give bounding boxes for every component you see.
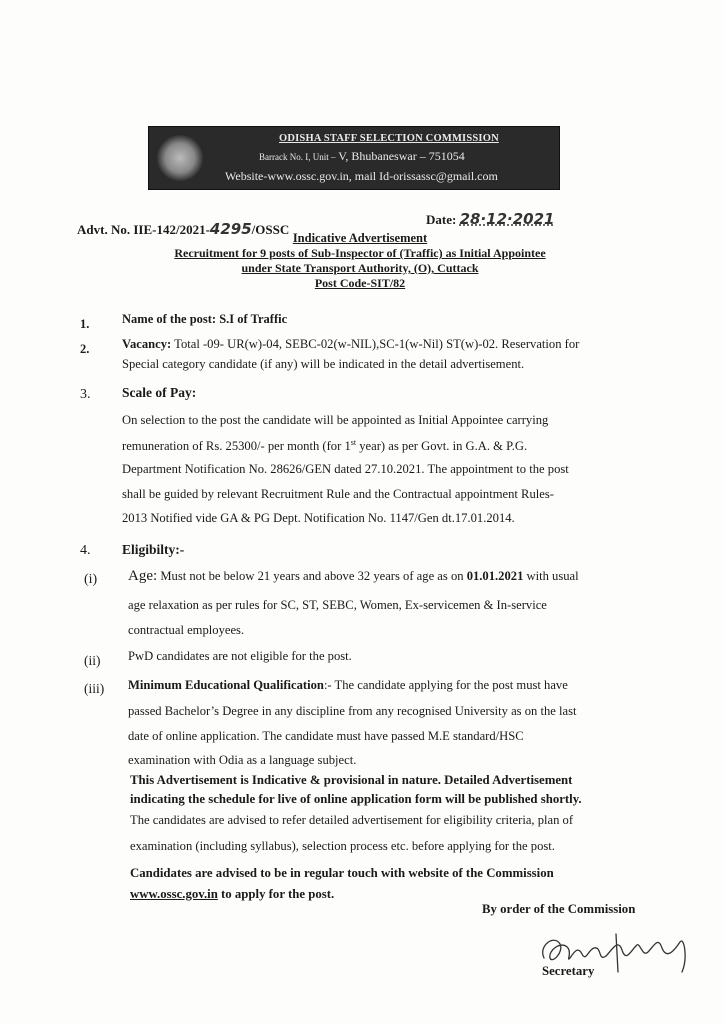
- pay-line-1: On selection to the post the candidate will be appointed as Initial Appointee carrying: [122, 413, 549, 427]
- title-line-2: Recruitment for 9 posts of Sub-Inspector of (Traffic) as Initial Appointee: [174, 246, 546, 260]
- age-line-3: contractual employees.: [128, 623, 245, 637]
- item-number-1: 1.: [80, 317, 90, 331]
- notice-candidates-1: Candidates are advised to be in regular touch with website of the Commission: [130, 866, 554, 880]
- ossc-website-link[interactable]: www.ossc.gov.in: [130, 887, 218, 901]
- emblem-logo: [157, 135, 203, 181]
- secretary-label: Secretary: [542, 964, 595, 978]
- title-line-1: Indicative Advertisement: [292, 231, 428, 245]
- qual-line-1: Minimum Educational Qualification:- The candidate applying for the post must have: [128, 678, 568, 692]
- org-website: Website-www.ossc.gov.in, mail Id-orissassc@gmail.com: [225, 169, 498, 183]
- advt-date: Date: 28·12·2021: [426, 210, 555, 228]
- qual-line-4: examination with Odia as a language subject.: [128, 753, 357, 767]
- post-name: Name of the post: S.I of Traffic: [122, 312, 288, 326]
- pay-line-2: remuneration of Rs. 25300/- per month (for 1st year) as per Govt. in G.A. & P.G.: [122, 438, 528, 454]
- advt-number: Advt. No. IIE-142/2021-4295/OSSC: [77, 220, 290, 238]
- pay-line-3: Department Notification No. 28626/GEN dated 27.10.2021. The appointment to the post: [122, 462, 569, 476]
- age-line-2: age relaxation as per rules for SC, ST, SEBC, Women, Ex-servicemen & In-service: [128, 598, 547, 612]
- notice-para-1: The candidates are advised to refer detailed advertisement for eligibility criteria, plan of: [130, 813, 574, 827]
- item-number-2: 2.: [80, 342, 90, 356]
- item-number-3: 3.: [80, 387, 91, 402]
- qual-line-2: passed Bachelor’s Degree in any discipline from any recognised University as on the last: [128, 704, 577, 718]
- org-address: Barrack No. I, Unit – V, Bhubaneswar – 751054: [259, 149, 465, 163]
- pay-line-4: shall be guided by relevant Recruitment Rule and the Contractual appointment Rules-: [122, 487, 554, 501]
- title-line-4: Post Code-SIT/82: [314, 276, 406, 290]
- title-line-3: under State Transport Authority, (O), Cuttack: [241, 261, 479, 275]
- age-line-1: Age: Must not be below 21 years and above 32 years of age as on 01.01.2021 with usual: [128, 568, 579, 584]
- pay-heading: Scale of Pay:: [122, 385, 197, 400]
- pay-line-5: 2013 Notified vide GA & PG Dept. Notification No. 1147/Gen dt.17.01.2014.: [122, 511, 515, 525]
- notice-bold-2: indicating the schedule for live of online application form will be published shortly.: [130, 792, 582, 806]
- notice-bold-1: This Advertisement is Indicative & provisional in nature. Detailed Advertisement: [130, 773, 573, 787]
- vacancy-line-2: Special category candidate (if any) will be indicated in the detail advertisement.: [122, 357, 525, 371]
- by-order-line: By order of the Commission: [482, 902, 636, 916]
- item-number-4: 4.: [80, 543, 91, 558]
- org-name: ODISHA STAFF SELECTION COMMISSION: [279, 133, 499, 144]
- header-banner: [148, 126, 560, 190]
- pwd-line: PwD candidates are not eligible for the post.: [128, 649, 352, 663]
- notice-para-2: examination (including syllabus), selection process etc. before applying for the post.: [130, 839, 555, 853]
- vacancy-line-1: Vacancy: Total -09- UR(w)-04, SEBC-02(w-NIL),SC-1(w-Nil) ST(w)-02. Reservation for: [122, 337, 580, 351]
- qual-line-3: date of online application. The candidate must have passed M.E standard/HSC: [128, 729, 524, 743]
- notice-candidates-2: www.ossc.gov.in to apply for the post.: [130, 887, 335, 901]
- roman-iii: (iii): [84, 681, 105, 696]
- roman-ii: (ii): [84, 653, 101, 668]
- eligibility-heading: Eligibilty:-: [122, 542, 185, 557]
- roman-i: (i): [84, 572, 98, 587]
